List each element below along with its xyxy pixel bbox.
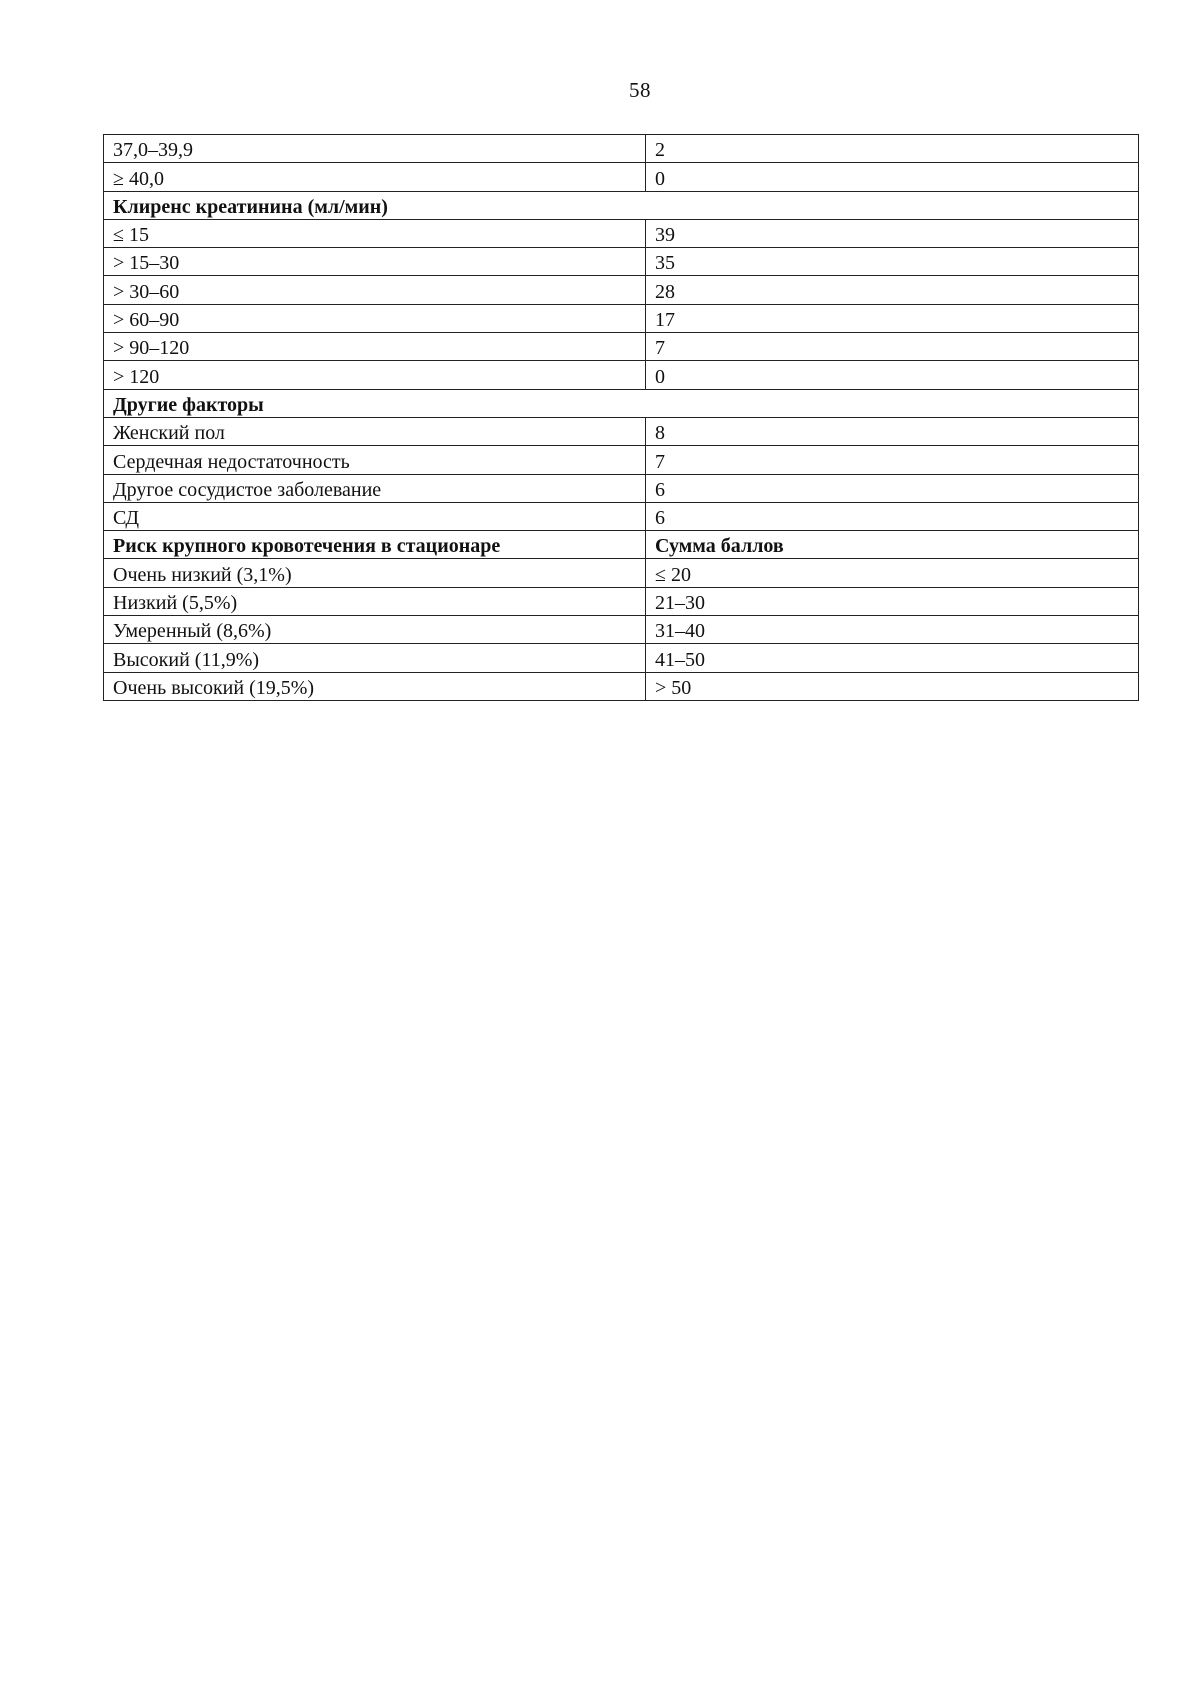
table-row bbox=[104, 304, 1139, 332]
score-cell: 28 bbox=[646, 276, 1139, 304]
table-row bbox=[104, 135, 1139, 163]
table-row bbox=[104, 417, 1139, 445]
table-row bbox=[104, 559, 1139, 587]
criterion-cell: Умеренный (8,6%) bbox=[104, 616, 646, 644]
criterion-cell: > 30–60 bbox=[104, 276, 646, 304]
table-row bbox=[104, 163, 1139, 191]
table-row bbox=[104, 248, 1139, 276]
header-cell-score: Сумма баллов bbox=[646, 531, 1139, 559]
score-cell: 6 bbox=[646, 502, 1139, 530]
bleeding-risk-score-table bbox=[103, 134, 1139, 701]
score-cell: 21–30 bbox=[646, 587, 1139, 615]
table-row bbox=[104, 361, 1139, 389]
criterion-cell: > 120 bbox=[104, 361, 646, 389]
section-header-row bbox=[104, 389, 1139, 417]
criterion-cell: ≤ 15 bbox=[104, 219, 646, 247]
table-body bbox=[104, 135, 1139, 701]
table-row bbox=[104, 587, 1139, 615]
criterion-cell: > 60–90 bbox=[104, 304, 646, 332]
score-cell: 31–40 bbox=[646, 616, 1139, 644]
table-row bbox=[104, 446, 1139, 474]
header-cell-risk: Риск крупного кровотечения в стационаре bbox=[104, 531, 646, 559]
score-cell: 17 bbox=[646, 304, 1139, 332]
table-row bbox=[104, 333, 1139, 361]
table-row bbox=[104, 474, 1139, 502]
section-title: Другие факторы bbox=[104, 389, 1139, 417]
table-row bbox=[104, 502, 1139, 530]
table-row bbox=[104, 276, 1139, 304]
score-cell: 2 bbox=[646, 135, 1139, 163]
table-row bbox=[104, 219, 1139, 247]
criterion-cell: Очень высокий (19,5%) bbox=[104, 672, 646, 700]
score-cell: > 50 bbox=[646, 672, 1139, 700]
criterion-cell: Женский пол bbox=[104, 417, 646, 445]
score-cell: 0 bbox=[646, 163, 1139, 191]
score-cell: 0 bbox=[646, 361, 1139, 389]
score-cell: 41–50 bbox=[646, 644, 1139, 672]
criterion-cell: СД bbox=[104, 502, 646, 530]
table-row bbox=[104, 616, 1139, 644]
criterion-cell: > 90–120 bbox=[104, 333, 646, 361]
section-header-row bbox=[104, 191, 1139, 219]
criterion-cell: Сердечная недостаточность bbox=[104, 446, 646, 474]
score-cell: 39 bbox=[646, 219, 1139, 247]
criterion-cell: Высокий (11,9%) bbox=[104, 644, 646, 672]
criterion-cell: Низкий (5,5%) bbox=[104, 587, 646, 615]
criterion-cell: Очень низкий (3,1%) bbox=[104, 559, 646, 587]
table-row bbox=[104, 672, 1139, 700]
score-cell: 6 bbox=[646, 474, 1139, 502]
criterion-cell: 37,0–39,9 bbox=[104, 135, 646, 163]
page-number: 58 bbox=[629, 78, 651, 102]
score-cell: 8 bbox=[646, 417, 1139, 445]
table-row bbox=[104, 644, 1139, 672]
score-cell: 7 bbox=[646, 333, 1139, 361]
criterion-cell: ≥ 40,0 bbox=[104, 163, 646, 191]
score-cell: 7 bbox=[646, 446, 1139, 474]
criterion-cell: > 15–30 bbox=[104, 248, 646, 276]
score-cell: 35 bbox=[646, 248, 1139, 276]
score-cell: ≤ 20 bbox=[646, 559, 1139, 587]
column-header-row bbox=[104, 531, 1139, 559]
criterion-cell: Другое сосудистое заболевание bbox=[104, 474, 646, 502]
section-title: Клиренс креатинина (мл/мин) bbox=[104, 191, 1139, 219]
